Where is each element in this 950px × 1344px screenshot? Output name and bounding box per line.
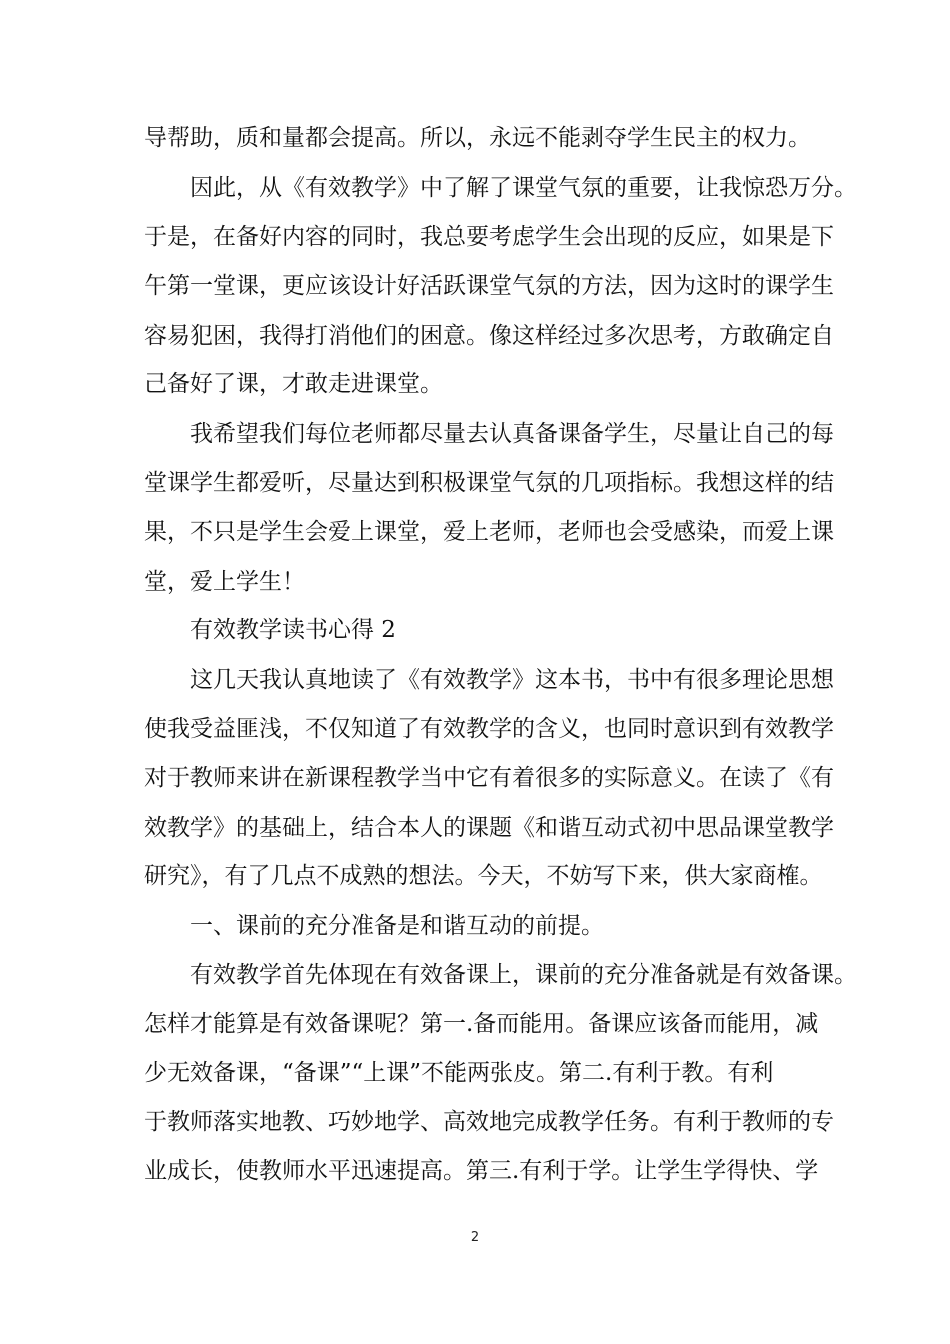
- text-line: 己备好了课，才敢走进课堂。: [144, 371, 443, 397]
- text-line: 少无效备课，“备课”“上课”不能两张皮。第二.有利于教。有利: [144, 1060, 774, 1086]
- text-line: 业成长，使教师水平迅速提高。第三.有利于学。让学生学得快、学: [144, 1158, 819, 1184]
- text-line: 对于教师来讲在新课程教学当中它有着很多的实际意义。在读了《有: [144, 765, 834, 791]
- text-line: 午第一堂课，更应该设计好活跃课堂气氛的方法，因为这时的课学生: [144, 273, 834, 299]
- text-line: 于教师落实地教、巧妙地学、高效地完成教学任务。有利于教师的专: [144, 1109, 834, 1135]
- paragraph-first-line: 因此，从《有效教学》中了解了课堂气氛的重要，让我惊恐万分。: [190, 175, 857, 201]
- subheading: 一、课前的充分准备是和谐互动的前提。: [190, 913, 604, 939]
- text-line: 导帮助，质和量都会提高。所以，永远不能剥夺学生民主的权力。: [144, 125, 811, 151]
- text-line: 果，不只是学生会爱上课堂，爱上老师，老师也会受感染，而爱上课: [144, 519, 834, 545]
- paragraph-first-line: 我希望我们每位老师都尽量去认真备课备学生，尽量让自己的每: [190, 421, 834, 447]
- section-heading: 有效教学读书心得 2: [190, 617, 396, 643]
- text-line: 容易犯困，我得打消他们的困意。像这样经过多次思考，方敢确定自: [144, 323, 834, 349]
- text-line: 研究》，有了几点不成熟的想法。今天，不妨写下来，供大家商榷。: [144, 863, 823, 889]
- paragraph-first-line: 有效教学首先体现在有效备课上，课前的充分准备就是有效备课。: [190, 962, 857, 988]
- text-line: 堂课学生都爱听，尽量达到积极课堂气氛的几项指标。我想这样的结: [144, 470, 834, 496]
- text-line: 于是，在备好内容的同时，我总要考虑学生会出现的反应，如果是下: [144, 224, 834, 250]
- page-number: 2: [470, 1230, 480, 1245]
- text-line: 怎样才能算是有效备课呢？第一.备而能用。备课应该备而能用，减: [144, 1011, 819, 1037]
- paragraph-first-line: 这几天我认真地读了《有效教学》这本书，书中有很多理论思想: [190, 667, 834, 693]
- text-line: 效教学》的基础上，结合本人的课题《和谐互动式初中思品课堂教学: [144, 815, 834, 841]
- text-line: 堂，爱上学生！: [144, 569, 305, 595]
- text-line: 使我受益匪浅，不仅知道了有效教学的含义，也同时意识到有效教学: [144, 716, 834, 742]
